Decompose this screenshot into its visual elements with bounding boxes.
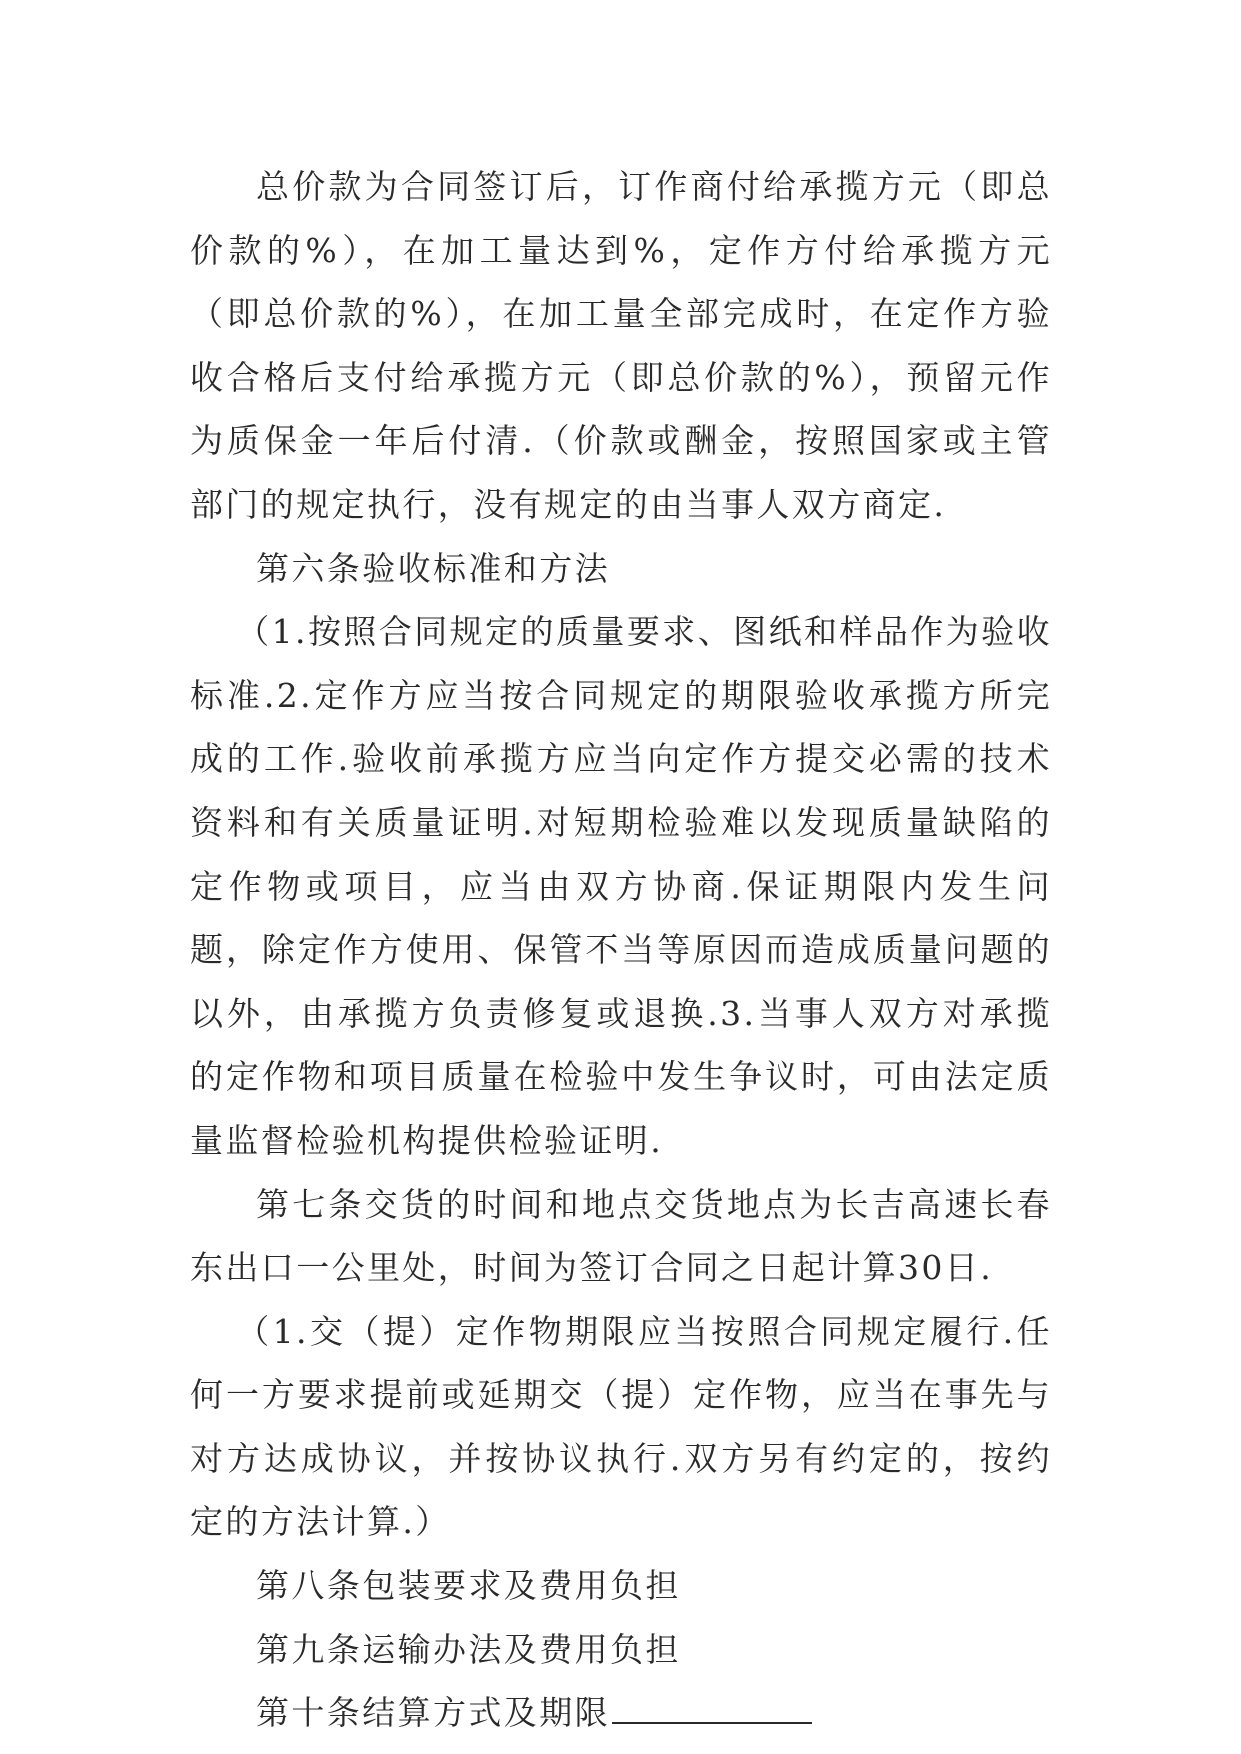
article-10-heading: 第十条结算方式及期限	[256, 1693, 610, 1733]
article-7-delivery-paragraph: 第七条交货的时间和地点交货地点为长吉高速长春东出口一公里处，时间为签订合同之日起计算30日.	[190, 1184, 1052, 1288]
document-body	[190, 155, 1052, 1745]
article-9-heading: 第九条运输办法及费用负担	[256, 1629, 681, 1669]
delivery-terms-paragraph: （1.交（提）定作物期限应当按照合同规定履行.任何一方要求提前或延期交（提）定作物，应当在事先与对方达成协议，并按协议执行.双方另有约定的，按约定的方法计算.）	[190, 1311, 1052, 1542]
payment-terms-paragraph: 总价款为合同签订后，订作商付给承揽方元（即总价款的%），在加工量达到%，定作方付给承揽方元（即总价款的%），在加工量全部完成时，在定作方验收合格后支付给承揽方元（即总价款的%），预留元作为质保金一年后付清.（价款或酬金，按照国家或主管部门的规定执行，没有规定的由当事人双方商定.	[190, 167, 1052, 524]
article-6-heading: 第六条验收标准和方法	[256, 548, 610, 588]
article-8-heading: 第八条包装要求及费用负担	[256, 1566, 681, 1606]
settlement-blank-line	[612, 1694, 812, 1724]
acceptance-standards-paragraph: （1.按照合同规定的质量要求、图纸和样品作为验收标准.2.定作方应当按合同规定的期限验收承揽方所完成的工作.验收前承揽方应当向定作方提交必需的技术资料和有关质量证明.对短期检验难以发现质量缺陷的定作物或项目，应当由双方协商.保证期限内发生问题，除定作方使用、保管不当等原因而造成质量问题的以外，由承揽方负责修复或退换.3.当事人双方对承揽的定作物和项目质量在检验中发生争议时，可由法定质量监督检验机构提供检验证明.	[190, 612, 1052, 1160]
article-10-line	[190, 1681, 1052, 1745]
